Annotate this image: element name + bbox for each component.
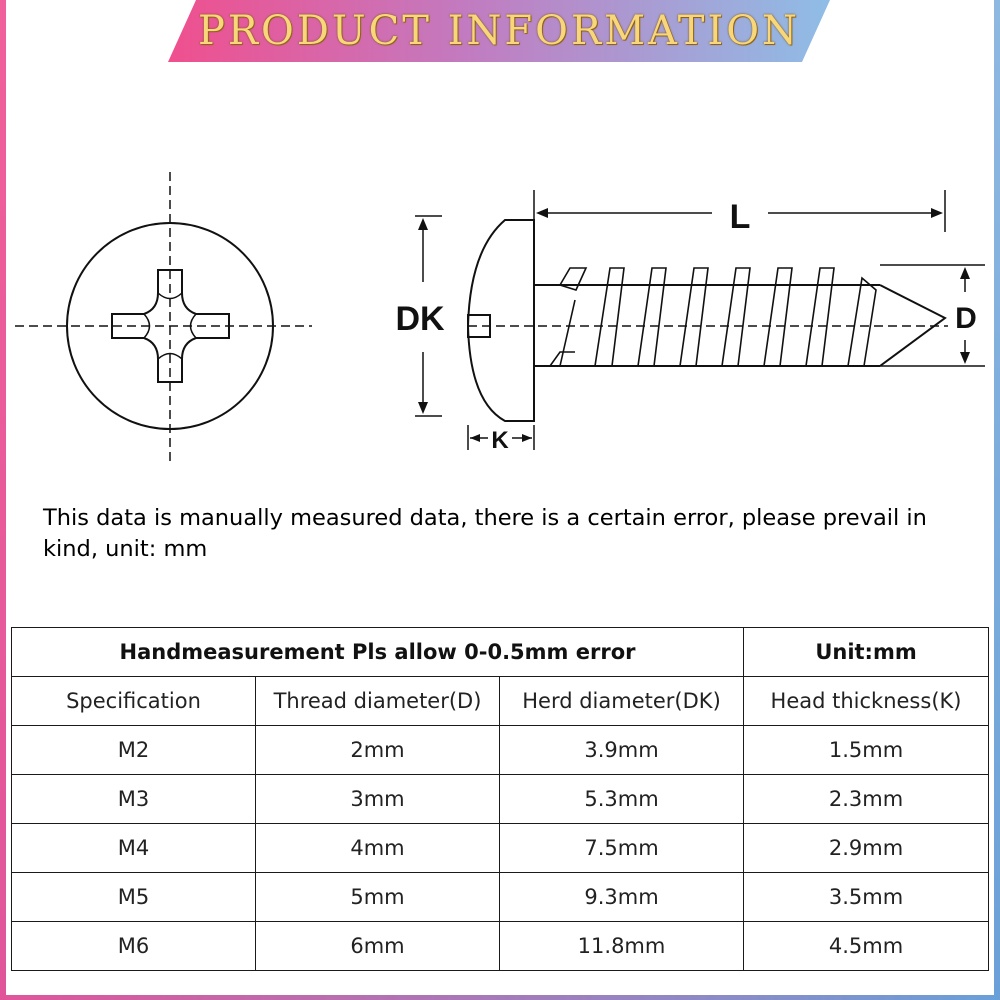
frame-bottom-border <box>0 995 1000 1000</box>
table-cell: 2mm <box>256 726 500 775</box>
frame-right-border <box>994 0 1000 1000</box>
screw-diagram <box>0 160 1000 480</box>
table-header-row <box>12 628 989 677</box>
table-cell: 3.9mm <box>500 726 744 775</box>
table-cell: 3mm <box>256 775 500 824</box>
table-cell: 9.3mm <box>500 873 744 922</box>
column-header: Specification <box>12 677 256 726</box>
measurement-note: This data is manually measured data, there is a certain error, please prevail in kind, unit: mm <box>43 505 927 562</box>
table-cell: M3 <box>12 775 256 824</box>
spec-table <box>11 627 989 971</box>
table-cell: 5.3mm <box>500 775 744 824</box>
column-header: Herd diameter(DK) <box>500 677 744 726</box>
table-cell: M6 <box>12 922 256 971</box>
label-DK: DK <box>395 300 445 338</box>
column-header-row <box>12 677 989 726</box>
label-D: D <box>955 302 977 335</box>
header-unit: Unit:mm <box>744 628 989 677</box>
table-cell: M4 <box>12 824 256 873</box>
table-cell: 1.5mm <box>744 726 989 775</box>
table-cell: 11.8mm <box>500 922 744 971</box>
table-cell: 4.5mm <box>744 922 989 971</box>
table-cell: M2 <box>12 726 256 775</box>
label-L: L <box>729 198 751 236</box>
table-cell: 3.5mm <box>744 873 989 922</box>
head-top-view <box>15 172 312 466</box>
column-header: Head thickness(K) <box>744 677 989 726</box>
label-K: K <box>491 427 509 454</box>
table-row <box>12 775 989 824</box>
dimension-lines <box>415 190 985 450</box>
table-row <box>12 922 989 971</box>
table-cell: 5mm <box>256 873 500 922</box>
column-header: Thread diameter(D) <box>256 677 500 726</box>
table-row <box>12 873 989 922</box>
table-cell: 2.3mm <box>744 775 989 824</box>
table-cell: 2.9mm <box>744 824 989 873</box>
screw-side-view <box>468 220 948 421</box>
table-row <box>12 726 989 775</box>
header-note: Handmeasurement Pls allow 0-0.5mm error <box>12 628 744 677</box>
banner-title: PRODUCT INFORMATION <box>198 8 800 54</box>
table-cell: 6mm <box>256 922 500 971</box>
table-row <box>12 824 989 873</box>
frame-left-border <box>0 0 6 1000</box>
table-cell: M5 <box>12 873 256 922</box>
table-cell: 4mm <box>256 824 500 873</box>
table-cell: 7.5mm <box>500 824 744 873</box>
